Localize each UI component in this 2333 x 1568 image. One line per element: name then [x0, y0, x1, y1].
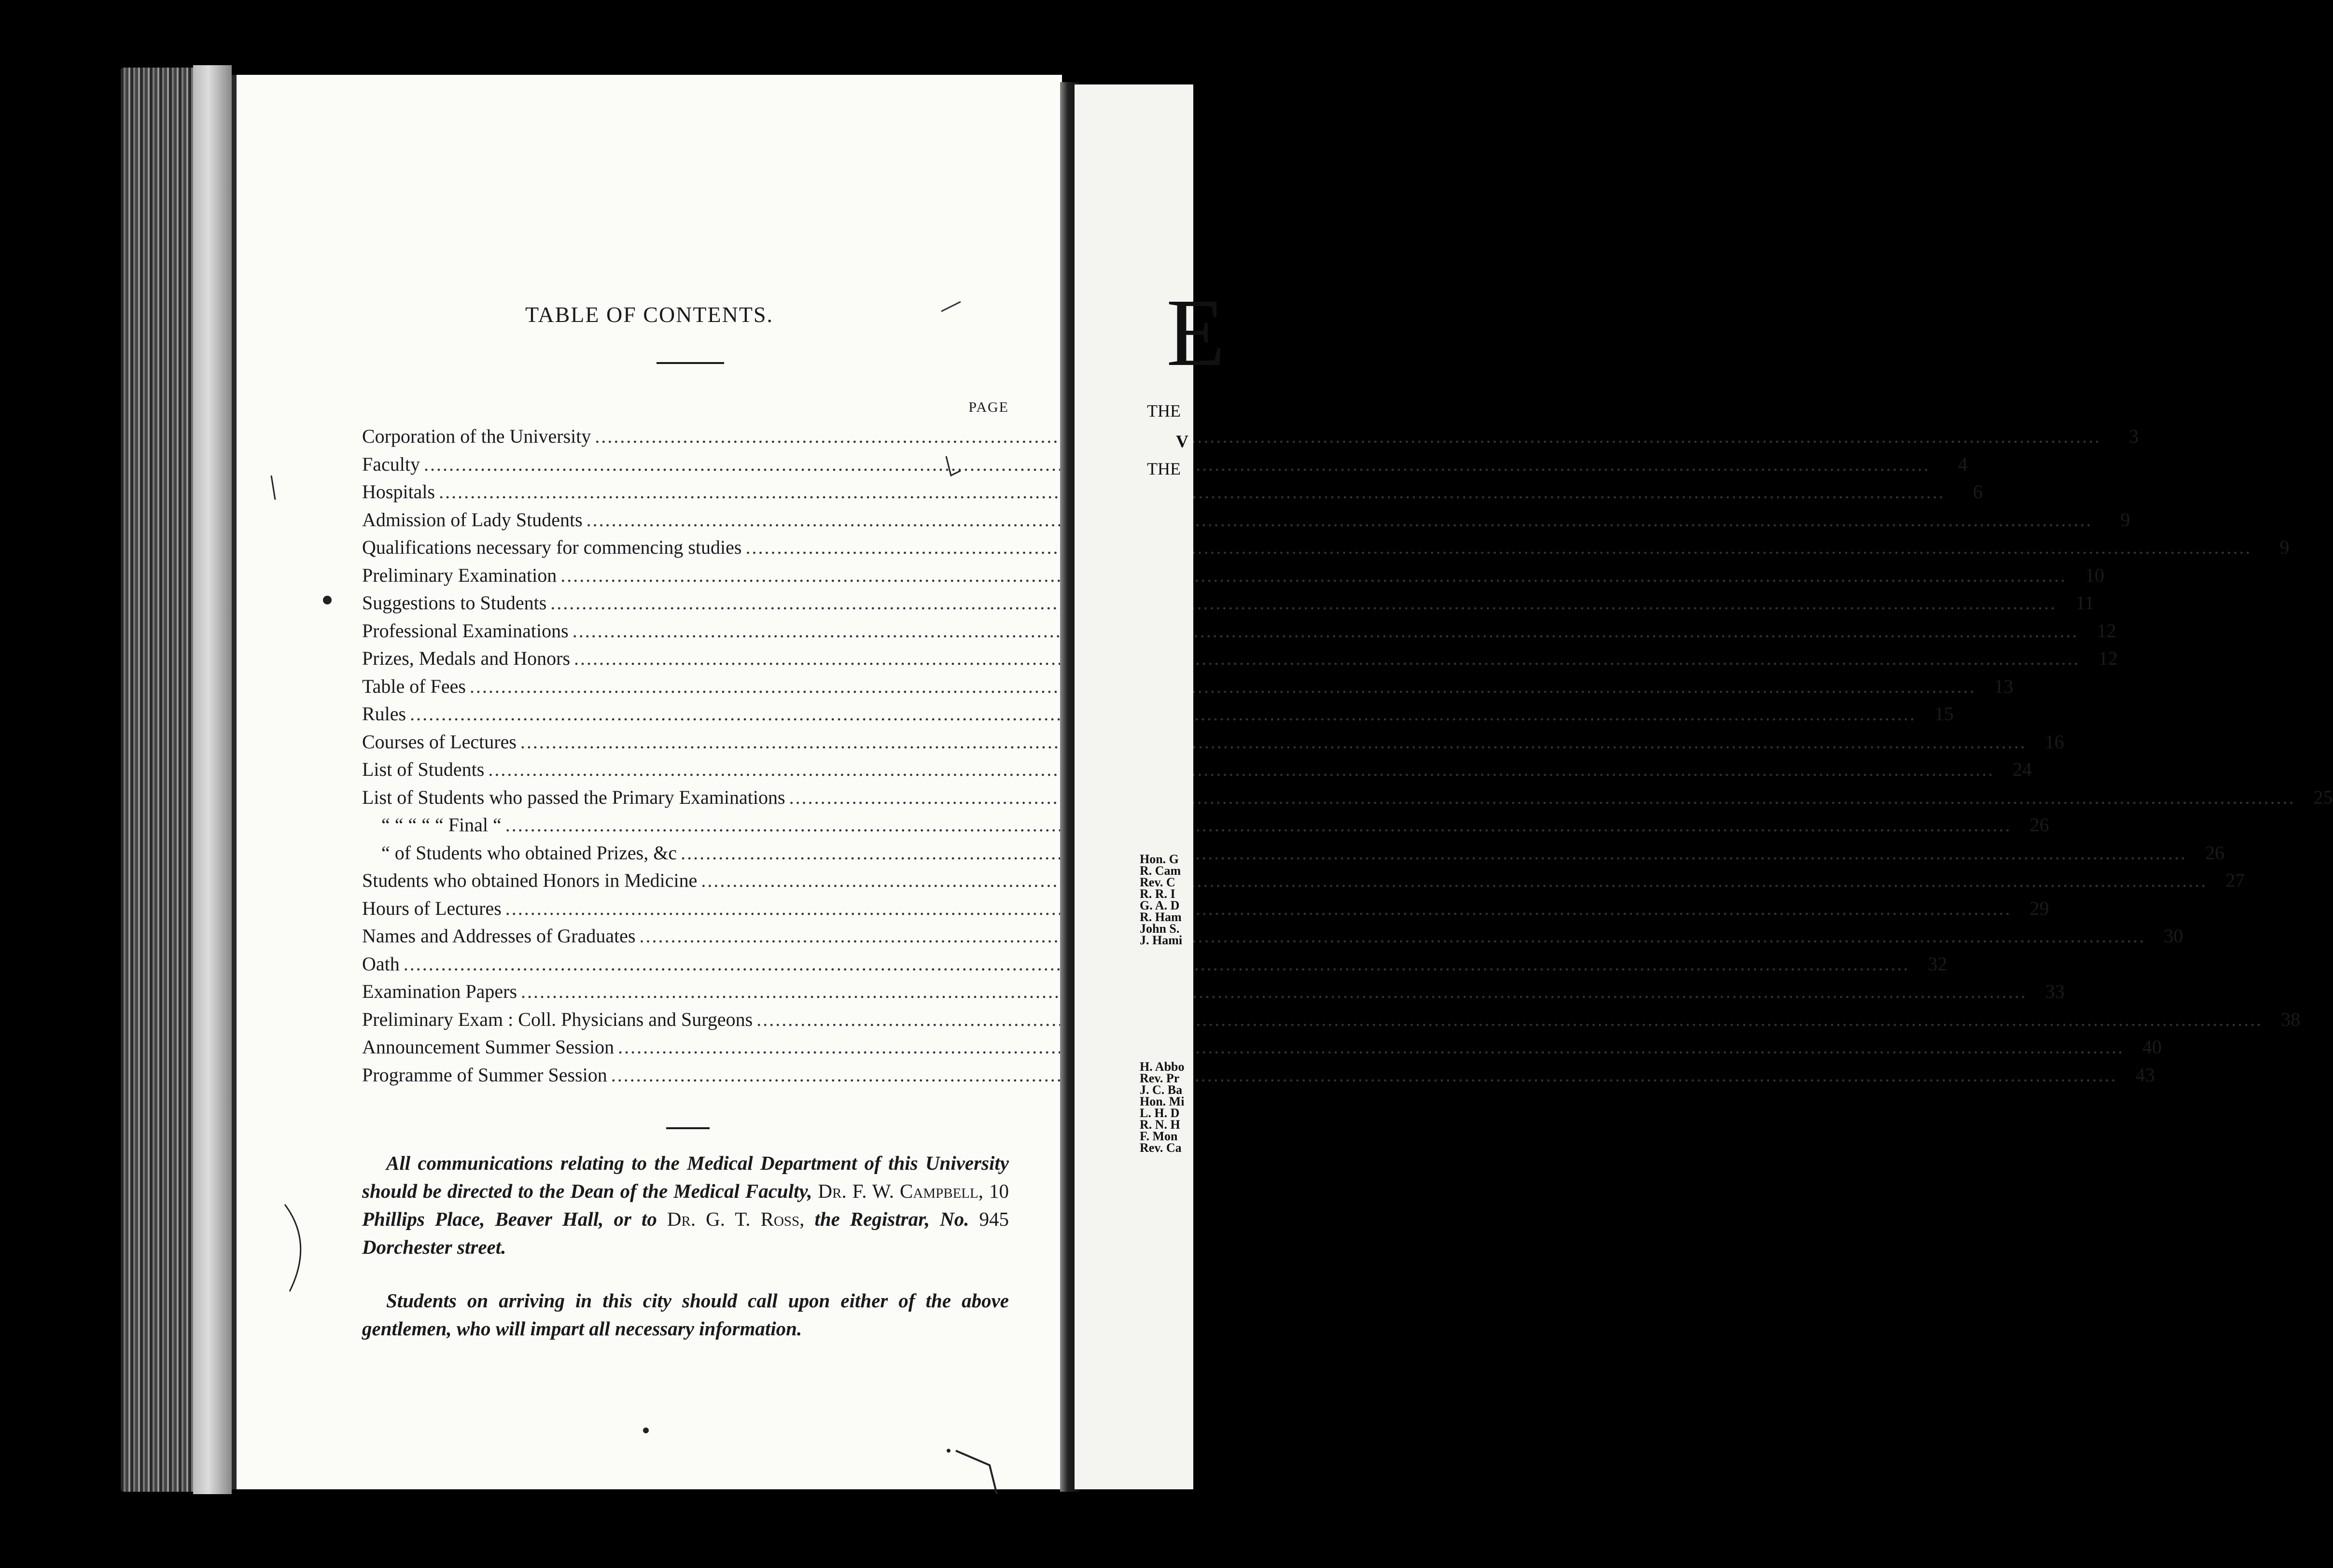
- toc-entry-page: 24: [2012, 758, 2032, 780]
- toc-entry-page: 12: [2098, 647, 2118, 669]
- facing-name: J. C. Ba: [1140, 1083, 1183, 1097]
- toc-entry-label: List of Students who passed the Primary Examinations: [362, 786, 785, 808]
- registrar-number: 945: [979, 1208, 1009, 1230]
- toc-entry-label: Names and Addresses of Graduates: [362, 925, 636, 947]
- facing-name: J. Hami: [1140, 933, 1183, 947]
- facing-name: John S.: [1140, 922, 1180, 936]
- facing-line: THE: [1147, 401, 1181, 420]
- facing-name: Hon. G: [1140, 852, 1179, 866]
- facing-name: Rev. Ca: [1140, 1141, 1182, 1155]
- toc-entry-page: 30: [2164, 925, 2183, 947]
- toc-entry-label: Professional Examinations: [362, 619, 569, 642]
- toc-entry-page: 29: [2029, 897, 2049, 919]
- toc-entry-page: 40: [2142, 1036, 2162, 1058]
- toc-entry-label: Corporation of the University: [362, 425, 591, 447]
- toc-entry-page: 33: [2045, 980, 2065, 1002]
- toc-entry-label: Courses of Lectures: [362, 730, 517, 753]
- toc-entry-page: 38: [2281, 1008, 2301, 1030]
- facing-name: Rev. Pr: [1140, 1071, 1180, 1085]
- facing-name: L. H. D: [1140, 1106, 1180, 1120]
- toc-entry-label: Students who obtained Honors in Medicine: [362, 869, 698, 891]
- page-title: TABLE OF CONTENTS.: [525, 302, 774, 327]
- registrar-street: Dorchester street.: [362, 1236, 506, 1258]
- toc-entry-page: 4: [1957, 453, 1968, 475]
- toc-entry-page: 26: [2029, 814, 2049, 836]
- toc-entry-page: 32: [1928, 952, 1947, 975]
- note-text: All communications relating to the Medical Department of this University should be directed to the Dean of the Medical Faculty,: [362, 1152, 1009, 1202]
- toc-entry-label: Qualifications necessary for commencing studies: [362, 536, 742, 558]
- toc-entry-label: Preliminary Exam : Coll. Physicians and Surgeons: [362, 1008, 753, 1030]
- toc-entry-label: List of Students: [362, 758, 485, 780]
- toc-entry-page: 26: [2205, 841, 2225, 864]
- toc-entry-page: 16: [2044, 730, 2064, 753]
- page-column-heading: PAGE: [968, 399, 1009, 415]
- toc-entry-page: 15: [1934, 703, 1954, 725]
- facing-name: Rev. C: [1140, 875, 1175, 889]
- facing-name: G. A. D: [1140, 898, 1180, 912]
- students-note-text: Students on arriving in this city should call upon either of the above gentlemen, who will impart all necessary information.: [362, 1289, 1009, 1340]
- toc-entry-page: 11: [2075, 592, 2095, 614]
- facing-big-letter: E: [1166, 280, 1226, 386]
- address-number: 10: [989, 1180, 1009, 1202]
- toc-entry-label: Admission of Lady Students: [362, 508, 583, 531]
- toc-entry-page: 3: [2129, 425, 2139, 447]
- facing-name: R. Cam: [1140, 864, 1181, 878]
- toc-entry-label: “ of Students who obtained Prizes, &c: [381, 841, 677, 864]
- toc-entry-label: Oath: [362, 952, 400, 975]
- toc-entry-label: Hours of Lectures: [362, 897, 502, 919]
- facing-name: Hon. Mi: [1140, 1094, 1185, 1108]
- toc-entry-label: Rules: [362, 703, 406, 725]
- toc-entry-label: Suggestions to Students: [362, 592, 547, 614]
- toc-entry-label: Hospitals: [362, 481, 435, 503]
- registrar-title: the Registrar, No.: [814, 1208, 969, 1230]
- facing-line: THE: [1147, 459, 1181, 478]
- facing-name: R. Ham: [1140, 910, 1182, 924]
- toc-entry-page: 43: [2135, 1064, 2155, 1086]
- toc-entry-label: Programme of Summer Session: [362, 1064, 607, 1086]
- toc-entry-label: “ “ “ “ “ Final “: [381, 814, 502, 836]
- dean-address: Phillips Place, Beaver Hall, or to: [362, 1208, 657, 1230]
- facing-name: R. R. I: [1140, 887, 1175, 901]
- toc-entry-page: 9: [2279, 536, 2290, 558]
- toc-entry-page: 10: [2085, 564, 2105, 586]
- toc-entry-page: 25: [2313, 786, 2333, 808]
- toc-entry-label: Preliminary Examination: [362, 564, 557, 586]
- toc-entry-page: 27: [2225, 869, 2245, 891]
- dean-name: Dr. F. W. Campbell,: [818, 1180, 983, 1202]
- toc-entry-page: 12: [2096, 619, 2116, 642]
- toc-entry-page: 9: [2120, 508, 2130, 531]
- facing-name: H. Abbo: [1140, 1060, 1185, 1074]
- toc-entry-label: Faculty: [362, 453, 420, 475]
- registrar-name: Dr. G. T. Ross,: [667, 1208, 805, 1230]
- facing-line: V: [1176, 432, 1188, 451]
- facing-name: F. Mon: [1140, 1129, 1178, 1143]
- toc-entry-label: Examination Papers: [362, 980, 517, 1002]
- book-page-edge-highlight: [193, 65, 232, 1494]
- toc-entry-label: Table of Fees: [362, 675, 466, 697]
- facing-page: [1075, 84, 1226, 1489]
- toc-entry-label: Prizes, Medals and Honors: [362, 647, 571, 669]
- toc-entry-label: Announcement Summer Session: [362, 1036, 615, 1058]
- facing-name: R. N. H: [1140, 1118, 1180, 1132]
- film-scratches: [237, 75, 1067, 1489]
- toc-entry-page: 13: [1994, 675, 2013, 697]
- toc-entry-page: 6: [1973, 481, 1983, 503]
